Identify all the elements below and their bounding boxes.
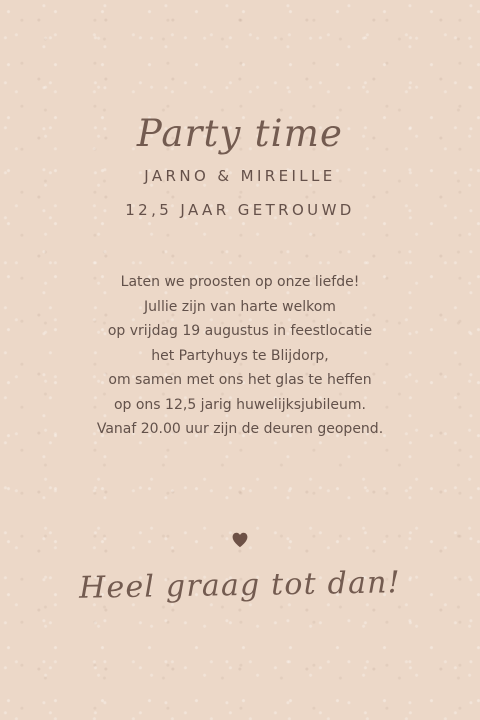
door-time-line: Vanaf 20.00 uur zijn de deuren geopend. bbox=[96, 421, 384, 437]
details-line: Jullie zijn van harte welkom bbox=[144, 298, 336, 315]
details-line: om samen met ons het glas te heffen bbox=[108, 372, 372, 388]
anniversary-title: 12,5 JAAR GETROUWD bbox=[125, 201, 355, 219]
toast-line: Laten we proosten op onze liefde! bbox=[120, 274, 360, 290]
couple-names: JARNO & MIREILLE bbox=[144, 167, 336, 185]
closing-script: Heel graag tot dan! bbox=[78, 565, 402, 606]
details-line: op ons 12,5 jarig huwelijksjubileum. bbox=[113, 396, 367, 413]
heart-icon bbox=[231, 531, 249, 549]
details-line: het Partyhuys te Blijdorp, bbox=[151, 347, 329, 364]
invitation-message bbox=[0, 270, 480, 442]
heading-script: Party time bbox=[136, 112, 344, 155]
details-line: op vrijdag 19 augustus in feestlocatie bbox=[107, 323, 373, 339]
